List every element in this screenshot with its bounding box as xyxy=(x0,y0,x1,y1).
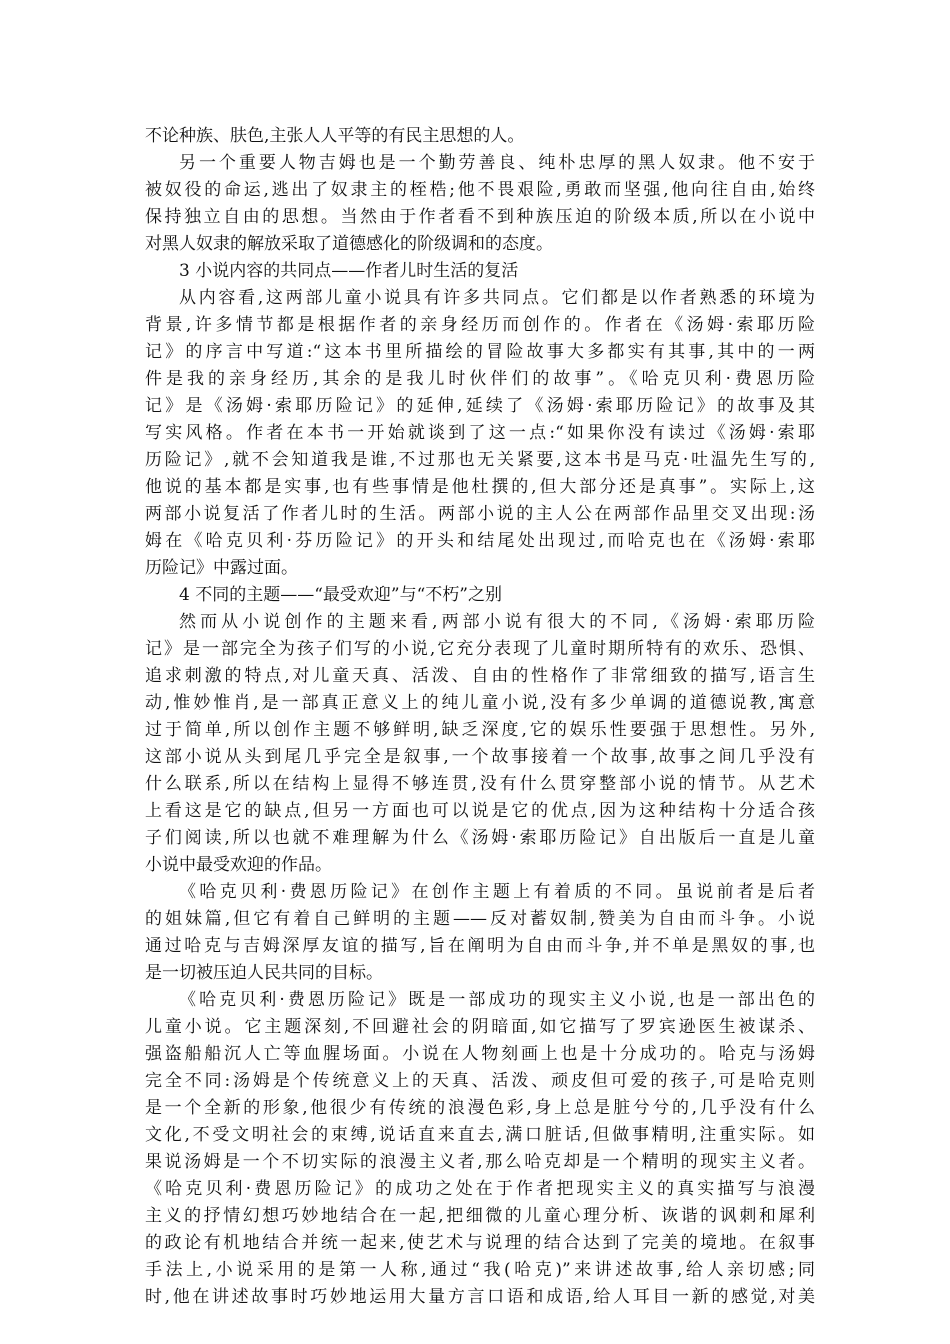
text-line: 《哈克贝利·费恩历险记》的成功之处在于作者把现实主义的真实描写与浪漫 xyxy=(145,1179,815,1199)
text-line: 什么联系,所以在结构上显得不够连贯,没有什么贯穿整部小说的情节。从艺术 xyxy=(145,774,815,794)
text-line: 儿童小说。它主题深刻,不回避社会的阴暗面,如它描写了罗宾逊医生被谋杀、 xyxy=(145,1017,815,1037)
text-line: 然而从小说创作的主题来看,两部小说有很大的不同,《汤姆·索耶历险 xyxy=(179,612,815,632)
text-line: 历险记》,就不会知道我是谁,不过那也无关紧要,这本书是马克·吐温先生写的, xyxy=(145,450,815,470)
text-line: 历险记》中露过面。 xyxy=(145,558,298,578)
text-line: 两部小说复活了作者儿时的生活。两部小说的主人公在两部作品里交叉出现:汤 xyxy=(145,504,815,524)
text-line: 强盗船船沉人亡等血腥场面。小说在人物刻画上也是十分成功的。哈克与汤姆 xyxy=(145,1044,815,1064)
text-line: 是一个全新的形象,他很少有传统的浪漫色彩,身上总是脏兮兮的,几乎没有什么 xyxy=(145,1098,815,1118)
text-line: 《哈克贝利·费恩历险记》在创作主题上有着质的不同。虽说前者是后者 xyxy=(179,882,815,902)
text-line: 小说中最受欢迎的作品。 xyxy=(145,855,332,875)
text-line: 果说汤姆是一个不切实际的浪漫主义者,那么哈克却是一个精明的现实主义者。 xyxy=(145,1152,815,1172)
text-line: 是一切被压迫人民共同的目标。 xyxy=(145,963,383,983)
text-line: 不论种族、肤色,主张人人平等的有民主思想的人。 xyxy=(145,126,525,146)
text-line: 追求刺激的特点,对儿童天真、活泼、自由的性格作了非常细致的描写,语言生 xyxy=(145,666,815,686)
text-line: 另一个重要人物吉姆也是一个勤劳善良、纯朴忠厚的黑人奴隶。他不安于 xyxy=(179,153,815,173)
text-line: 从内容看,这两部儿童小说具有许多共同点。它们都是以作者熟悉的环境为 xyxy=(179,288,815,308)
text-line: 手法上,小说采用的是第一人称,通过“我(哈克)”来讲述故事,给人亲切感;同 xyxy=(145,1260,815,1280)
text-line: 对黑人奴隶的解放采取了道德感化的阶级调和的态度。 xyxy=(145,234,553,254)
text-line: 记》的序言中写道:“这本书里所描绘的冒险故事大多都实有其事,其中的一两 xyxy=(145,342,815,362)
text-line: 完全不同:汤姆是个传统意义上的天真、活泼、顽皮但可爱的孩子,可是哈克则 xyxy=(145,1071,815,1091)
text-line: 上看这是它的缺点,但另一方面也可以说是它的优点,因为这种结构十分适合孩 xyxy=(145,801,815,821)
text-line: 件是我的亲身经历,其余的是我儿时伙伴们的故事”。《哈克贝利·费恩历险 xyxy=(145,369,815,389)
text-line: 姆在《哈克贝利·芬历险记》的开头和结尾处出现过,而哈克也在《汤姆·索耶 xyxy=(145,531,815,551)
text-line: 主义的抒情幻想巧妙地结合在一起,把细微的儿童心理分析、诙谐的讽刺和犀利 xyxy=(145,1206,815,1226)
text-line: 子们阅读,所以也就不难理解为什么《汤姆·索耶历险记》自出版后一直是儿童 xyxy=(145,828,815,848)
text-line: 过于简单,所以创作主题不够鲜明,缺乏深度,它的娱乐性要强于思想性。另外, xyxy=(145,720,815,740)
text-line: 写实风格。作者在本书一开始就谈到了这一点:“如果你没有读过《汤姆·索耶 xyxy=(145,423,815,443)
text-line: 这部小说从头到尾几乎完全是叙事,一个故事接着一个故事,故事之间几乎没有 xyxy=(145,747,815,767)
text-line: 通过哈克与吉姆深厚友谊的描写,旨在阐明为自由而斗争,并不单是黑奴的事,也 xyxy=(145,936,815,956)
text-line: 被奴役的命运,逃出了奴隶主的桎梏;他不畏艰险,勇敢而坚强,他向往自由,始终 xyxy=(145,180,815,200)
text-line: 记》是《汤姆·索耶历险记》的延伸,延续了《汤姆·索耶历险记》的故事及其 xyxy=(145,396,815,416)
text-line: 的姐妹篇,但它有着自己鲜明的主题——反对蓄奴制,赞美为自由而斗争。小说 xyxy=(145,909,815,929)
section-heading: 3 小说内容的共同点——作者儿时生活的复活 xyxy=(179,261,519,281)
text-line: 记》是一部完全为孩子们写的小说,它充分表现了儿童时期所特有的欢乐、恐惧、 xyxy=(145,639,815,659)
body-text xyxy=(145,123,815,1311)
text-line: 他说的基本都是实事,也有些事情是他杜撰的,但大部分还是真事”。实际上,这 xyxy=(145,477,815,497)
text-line: 保持独立自由的思想。当然由于作者看不到种族压迫的阶级本质,所以在小说中 xyxy=(145,207,815,227)
text-line: 的政论有机地结合并统一起来,使艺术与说理的结合达到了完美的境地。在叙事 xyxy=(145,1233,815,1253)
text-line: 背景,许多情节都是根据作者的亲身经历而创作的。作者在《汤姆·索耶历险 xyxy=(145,315,815,335)
text-line: 文化,不受文明社会的束缚,说话直来直去,满口脏话,但做事精明,注重实际。如 xyxy=(145,1125,815,1145)
text-line: 《哈克贝利·费恩历险记》既是一部成功的现实主义小说,也是一部出色的 xyxy=(179,990,815,1010)
section-heading: 4 不同的主题——“最受欢迎”与“不朽”之别 xyxy=(179,585,502,605)
text-line: 动,惟妙惟肖,是一部真正意义上的纯儿童小说,没有多少单调的道德说教,寓意 xyxy=(145,693,815,713)
text-line: 时,他在讲述故事时巧妙地运用大量方言口语和成语,给人耳目一新的感觉,对美 xyxy=(145,1287,815,1307)
